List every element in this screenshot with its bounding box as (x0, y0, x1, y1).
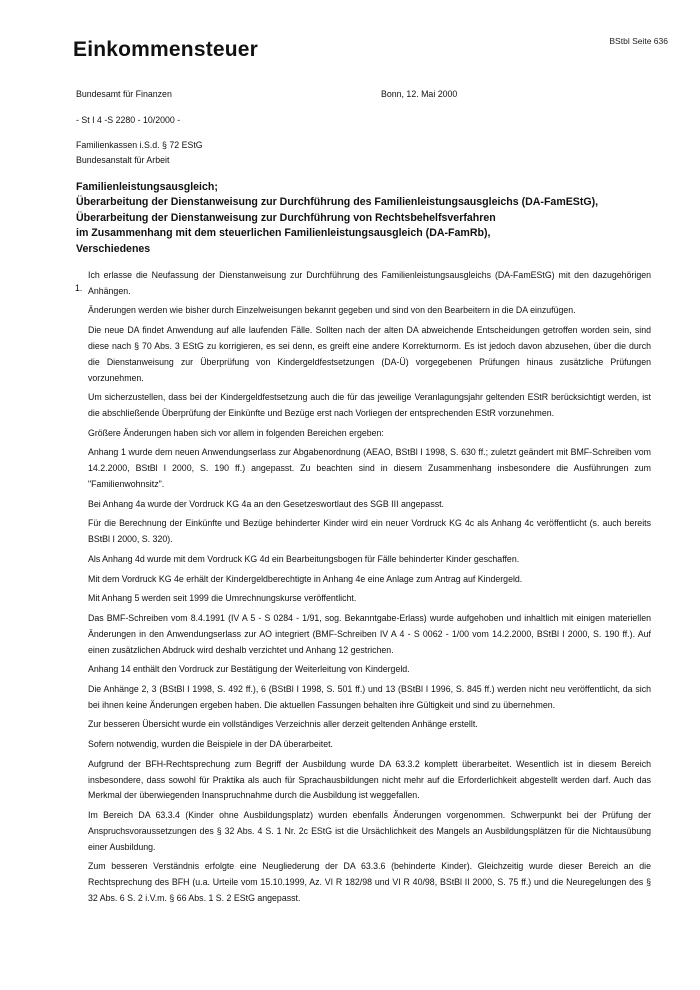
paragraph: Im Bereich DA 63.3.4 (Kinder ohne Ausbildungsplatz) wurden ebenfalls Änderungen vorgenommen. Schwerpunkt bei der Prüfung der Anspruchsvoraussetzungen des § 32 Abs. 4 S. 1 Nr. 2c EStG ist die Ursächlichkeit des Mangels an Ausbildungsplätzen für die Nichtausübung einer Ausbildung. (88, 810, 651, 852)
paragraph: Das BMF-Schreiben vom 8.4.1991 (IV A 5 - S 0284 - 1/91, sog. Bekanntgabe-Erlass) wurde aufgehoben und inhaltlich mit einigen materiellen Änderungen in den Anwendungserlass zur AO integriert (BMF-Schreiben IV A 4 - S 0062 - 1/00 vom 14.2.2000, BStBl I 2000, S. 190 ff.). Auf einen zusätzlichen Abdruck wird deshalb verzichtet und Anhang 12 gestrichen. (88, 612, 651, 655)
paragraph: Bei Anhang 4a wurde der Vordruck KG 4a an den Gesetzeswortlaut des SGB III angepasst. (88, 498, 444, 509)
issuing-authority: Bundesamt für Finanzen (76, 89, 172, 99)
paragraph: Aufgrund der BFH-Rechtsprechung zum Begriff der Ausbildung wurde DA 63.3.2 komplett überarbeitet. Wesentlich ist in diesem Bereich insbesondere, dass sowohl für Praktika als auch für Sprachausbildungen nicht mehr auf die Erforderlichkeit abgestellt werden darf. Auch das Merkmal der überwiegenden Inanspruchnahme durch die Ausbildung ist weggefallen. (88, 758, 651, 801)
paragraph: Zum besseren Verständnis erfolgte eine Neugliederung der DA 63.3.6 (behinderte Kinder). Gleichzeitig wurde dieser Bereich an die Rechtsprechung des BFH (u.a. Urteile vom 15.10.1999, Az. VI R 182/98 und VI R 40/98, BStBl II 2000, S. 75 ff.) und die Neuregelungen des § 32 Abs. 6 S. 2 i.V.m. § 66 Abs. 1 S. 2 EStG angepasst. (88, 861, 651, 903)
paragraph: Mit Anhang 5 werden seit 1999 die Umrechnungskurse veröffentlicht. (88, 593, 357, 604)
paragraph: Mit dem Vordruck KG 4e erhält der Kindergeldberechtigte in Anhang 4e eine Anlage zum Antrag auf Kindergeld. (88, 573, 523, 584)
page-reference: BStbl Seite 636 (609, 36, 668, 46)
paragraph: Anhang 14 enthält den Vordruck zur Bestätigung der Weiterleitung von Kindergeld. (88, 664, 410, 675)
paragraph: Zur besseren Übersicht wurde ein vollständiges Verzeichnis aller derzeit geltenden Anhänge erstellt. (88, 719, 478, 730)
recipient-line: Familienkassen i.S.d. § 72 EStG (76, 140, 203, 150)
subject-line: im Zusammenhang mit dem steuerlichen Familienleistungsausgleich (DA-FamRb), (76, 227, 491, 240)
paragraph: Die neue DA findet Anwendung auf alle laufenden Fälle. Sollten nach der alten DA abweichende Entscheidungen getroffen worden sein, sind diese nach § 70 Abs. 3 EStG zu korrigieren, es sei denn, es greift eine andere Korrekturnorm. Es ist jedoch davon abzusehen, über die durch die Dienstanweisung zur Überprüfung von Kindergeldfestsetzungen (DA-Ü) vorgegebenen Prüfungen hinaus zusätzliche Prüfungen vorzunehmen. (88, 325, 651, 383)
recipient-line: Bundesanstalt für Arbeit (76, 154, 170, 165)
paragraph: Als Anhang 4d wurde mit dem Vordruck KG 4d ein Bearbeitungsbogen für Fälle behinderter Kinder geschaffen. (88, 553, 520, 564)
document-title: Einkommensteuer (73, 38, 259, 61)
subject-line: Überarbeitung der Dienstanweisung zur Durchführung des Familienleistungsausgleichs (DA-FamEStG), (76, 196, 599, 209)
paragraph: Änderungen werden wie bisher durch Einzelweisungen bekannt gegeben und sind von den Bearbeitern in die DA einzufügen. (88, 305, 576, 316)
paragraph: Ich erlasse die Neufassung der Dienstanweisung zur Durchführung des Familienleistungsausgleichs (DA-FamEStG) mit den dazugehörigen Anhängen. (88, 270, 651, 296)
body-text (88, 268, 651, 911)
place-and-date: Bonn, 12. Mai 2000 (381, 89, 458, 99)
subject-line: Überarbeitung der Dienstanweisung zur Durchführung von Rechtsbehelfsverfahren (76, 211, 496, 224)
subject-heading (76, 180, 656, 257)
subject-line: Familienleistungsausgleich; (76, 181, 218, 193)
paragraph: Sofern notwendig, wurden die Beispiele in der DA überarbeitet. (88, 739, 333, 750)
paragraph: Die Anhänge 2, 3 (BStBl I 1998, S. 492 ff.), 6 (BStBl I 1998, S. 501 ff.) und 13 (BStBl I 1996, S. 845 ff.) werden nicht neu veröffentlicht, da sich bei ihnen keine Änderungen ergeben haben. Die aktuellen Fassungen behalten ihre Gültigkeit und sind zu übernehmen. (88, 683, 651, 710)
subject-line: Verschiedenes (76, 242, 151, 255)
paragraph: Größere Änderungen haben sich vor allem in folgenden Bereichen ergeben: (88, 427, 384, 438)
paragraph: Um sicherzustellen, dass bei der Kindergeldfestsetzung auch die für das jeweilige Veranlagungsjahr geltenden EStR berücksichtigt werden, ist die abschließende Überprüfung der Einkünfte und Bezüge erst nach Vorliegen der entsprechenden EStR vorzunehmen. (88, 392, 651, 419)
file-reference: - St I 4 -S 2280 - 10/2000 - (76, 115, 181, 125)
paragraph: Anhang 1 wurde dem neuen Anwendungserlass zur Abgabenordnung (AEAO, BStBl I 1998, S. 630 ff.; zuletzt geändert mit BMF-Schreiben vom 14.2.2000, BStBl I 2000, S. 190 ff.) angepasst. Zu beachten sind in diesem Zusammenhang insbesondere die Ausführungen zum "Familienwohnsitz". (88, 447, 651, 490)
item-number: 1. (75, 283, 83, 293)
recipients (76, 138, 203, 167)
paragraph: Für die Berechnung der Einkünfte und Bezüge behinderter Kinder wird ein neuer Vordruck KG 4c als Anhang 4c veröffentlicht (s. auch bereits BStBl I 2000, S. 320). (88, 518, 651, 545)
